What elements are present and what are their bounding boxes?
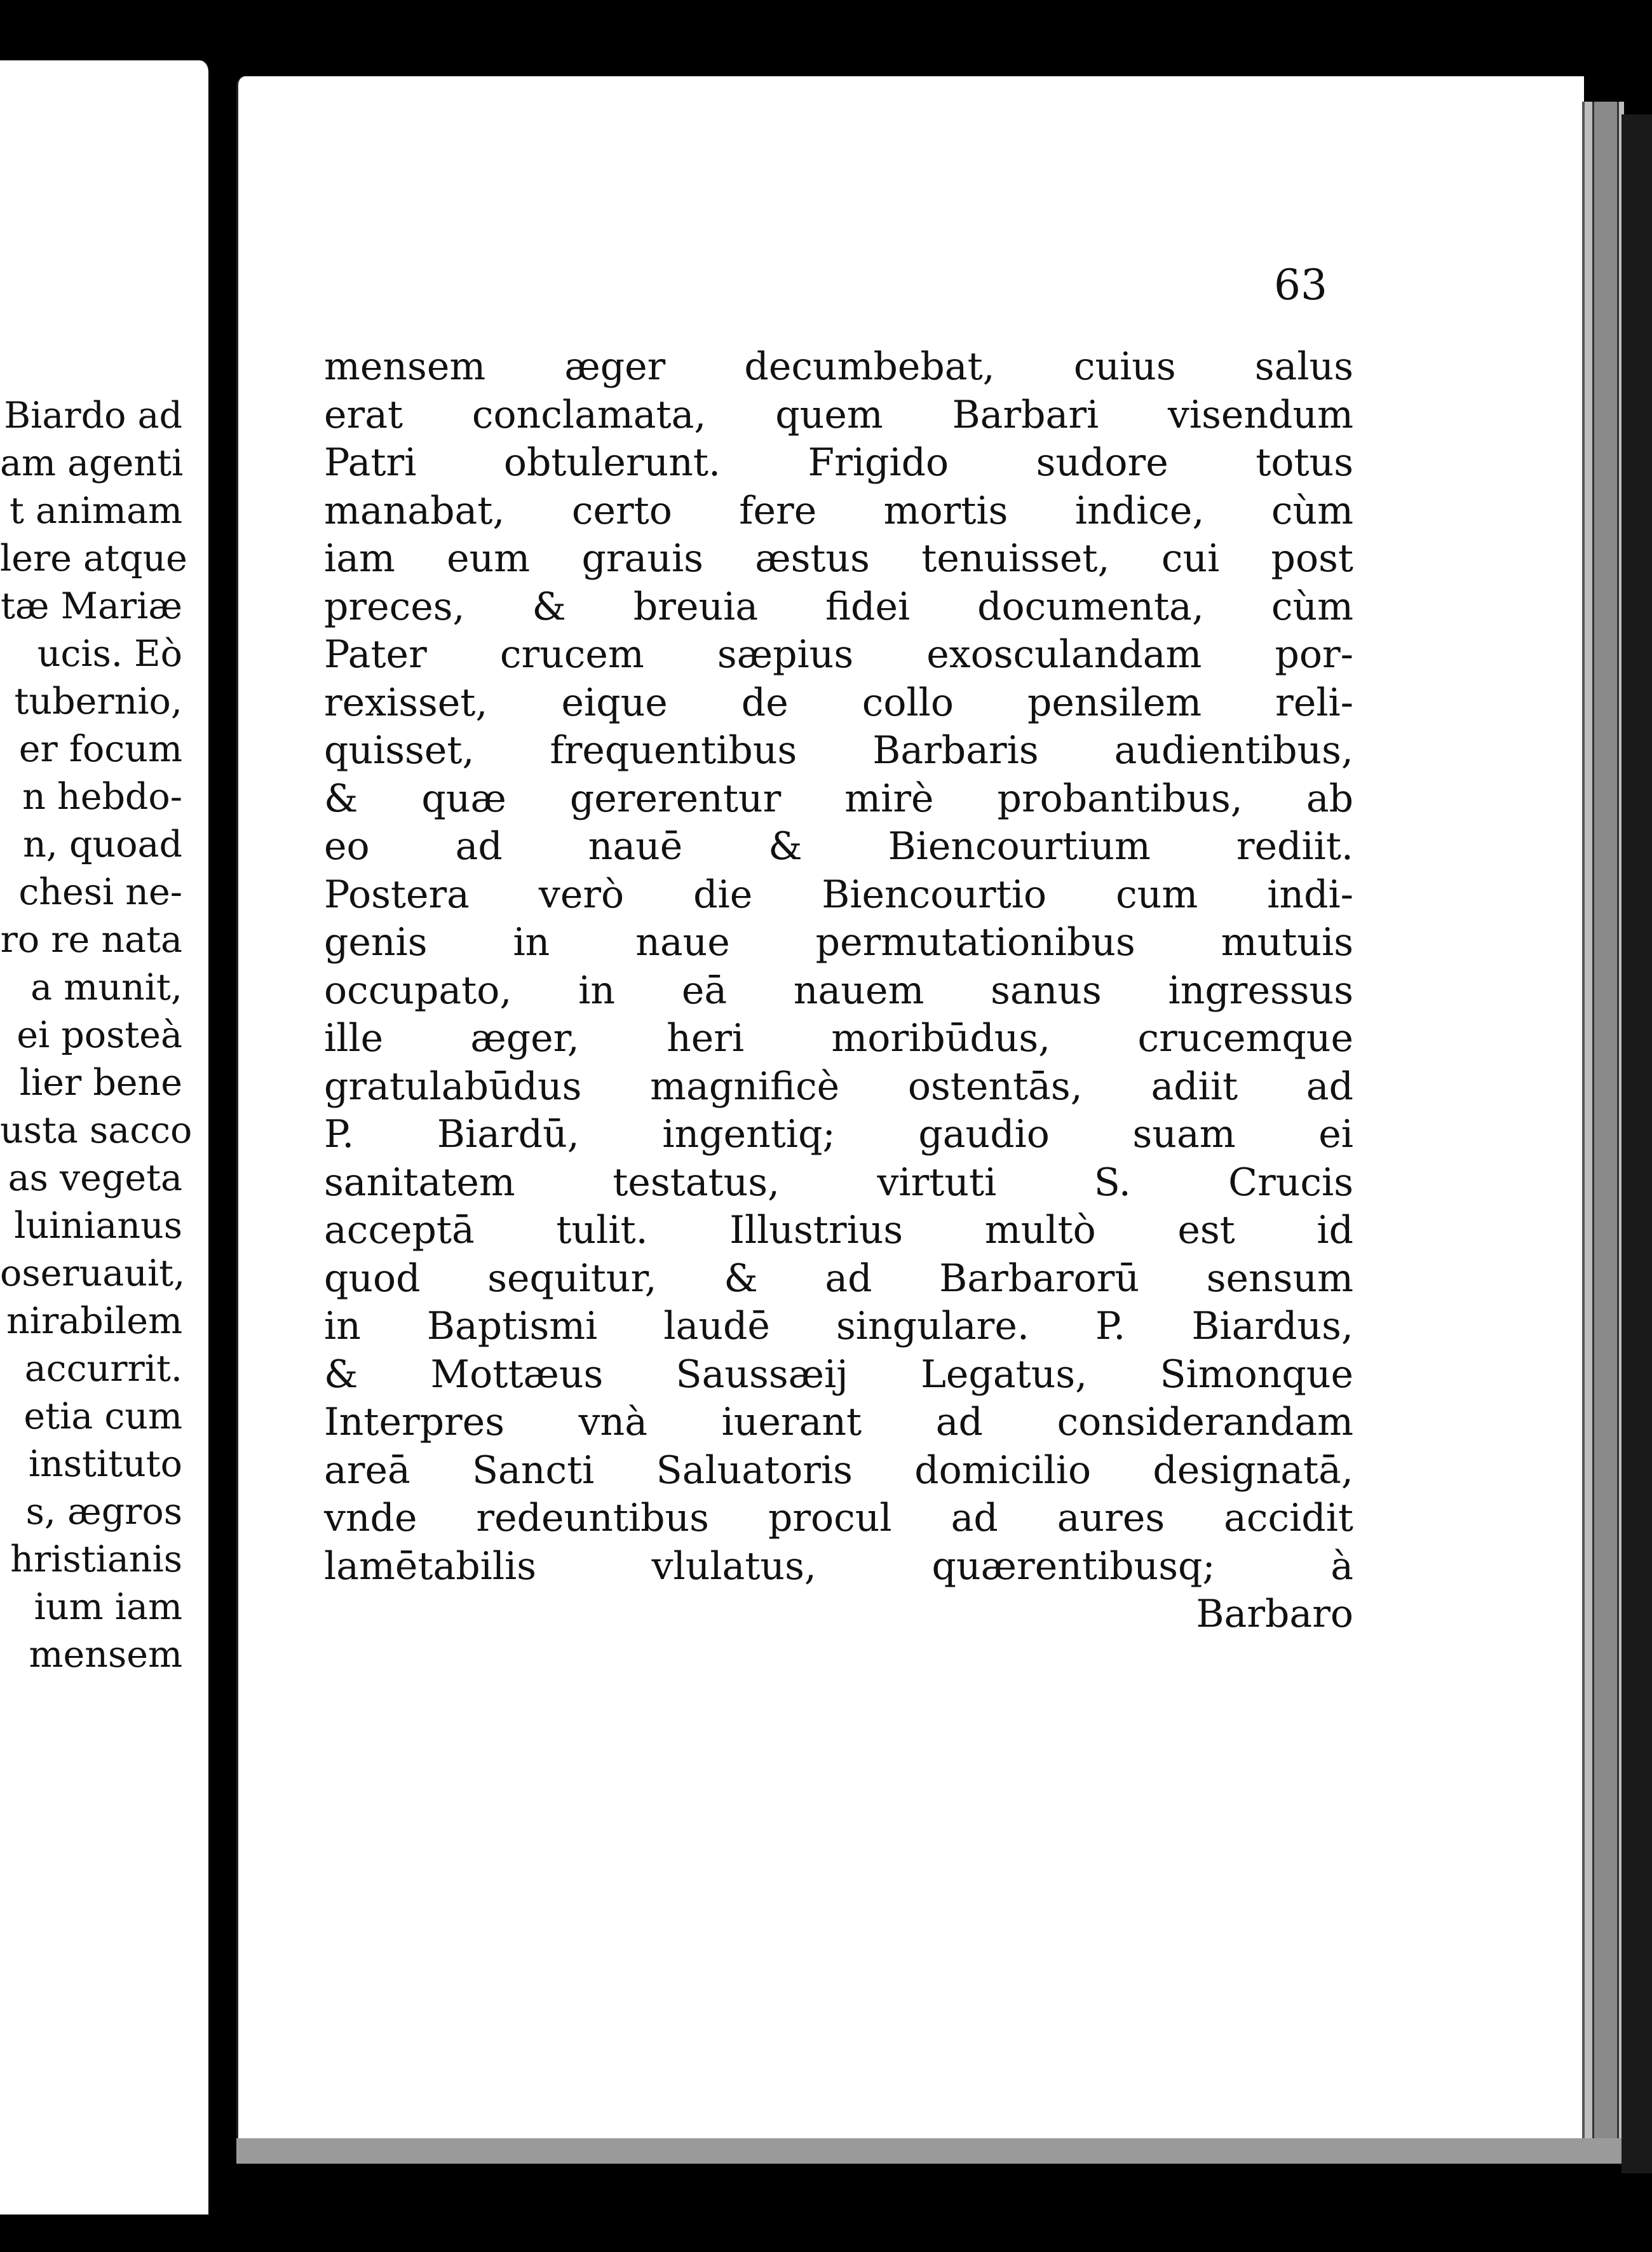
left-page-line: tubernio, [14,681,182,722]
left-page-line: t animam [9,490,182,532]
left-page-line: Biardo ad [4,395,182,437]
text-line: quod sequitur, & ad Barbarorū sensum [324,1256,1353,1301]
left-page-line: lere atque [0,538,187,580]
text-line: occupato, in eā nauem sanus ingressus [324,968,1353,1013]
left-page-line: s, ægros [25,1491,182,1533]
left-page-line: as vegeta [8,1157,182,1199]
left-page-line: lier bene [19,1062,182,1104]
text-line: eo ad nauē & Biencourtium rediit. [324,824,1353,869]
text-line: & quæ gererentur mirè probantibus, ab [324,776,1353,821]
left-page-line: accurrit. [24,1348,182,1390]
text-line: areā Sancti Saluatoris domicilio designatā, [324,1448,1353,1493]
left-page-line: n hebdo- [22,776,182,818]
page-bottom-shadow [236,2138,1622,2164]
right-page [236,76,1584,2138]
left-page-line: er focum [18,728,182,770]
text-line: P. Biardū, ingentiq; gaudio suam ei [324,1112,1353,1157]
left-page-line: usta sacco [0,1109,193,1151]
text-line: acceptā tulit. Illustrius multò est id [324,1208,1353,1252]
text-line: mensem æger decumbebat, cuius salus [324,344,1353,389]
left-page-line: luinianus [14,1205,182,1247]
left-page-line: chesi ne- [18,871,182,913]
left-page-line: ucis. Eò [37,633,182,675]
text-line: sanitatem testatus, virtuti S. Crucis [324,1160,1353,1205]
left-page-line: hristianis [10,1538,182,1580]
text-line: iam eum grauis æstus tenuisset, cui post [324,536,1353,581]
left-page-line: n, quoad [23,824,182,865]
left-page-line: ro re nata [0,919,182,961]
text-line: & Mottæus Saussæij Legatus, Simonque [324,1352,1353,1397]
text-line: gratulabūdus magnificè ostentās, adiit ad [324,1064,1353,1109]
page-edge-fold [1592,102,1619,2154]
left-page-line: ium iam [34,1586,182,1628]
left-page-line: mensem [29,1634,182,1676]
page-edge [1582,102,1624,2154]
left-page-line: ei posteà [17,1014,182,1056]
text-line: Pater crucem sæpius exosculandam por- [324,632,1353,677]
left-page-line: tæ Mariæ [0,585,182,627]
catchword: Barbaro [1196,1592,1353,1636]
text-line: in Baptismi laudē singulare. P. Biardus, [324,1304,1353,1348]
text-line: preces, & breuia fidei documenta, cùm [324,584,1353,629]
left-page-line: am agenti [0,442,184,484]
left-page-line: a munit, [30,967,182,1008]
left-page-line: nirabilem [6,1300,182,1342]
text-line: genis in naue permutationibus mutuis [324,920,1353,965]
book-cover-edge [1622,114,1652,2173]
text-line: Patri obtulerunt. Frigido sudore totus [324,440,1353,485]
text-line: lamētabilis vlulatus, quærentibusq; à [324,1543,1353,1589]
left-page [0,60,211,2215]
text-line: vnde redeuntibus procul ad aures accidit [324,1496,1353,1540]
text-line: Postera verò die Biencourtio cum indi- [324,872,1353,917]
text-line: quisset, frequentibus Barbaris audientibus, [324,728,1353,773]
text-line: Interpres vnà iuerant ad considerandam [324,1400,1353,1444]
text-line: manabat, certo fere mortis indice, cùm [324,488,1353,533]
right-page-text [324,343,1353,1639]
left-page-line: instituto [28,1443,182,1485]
left-page-line: oseruauit, [0,1252,186,1294]
left-page-text [0,392,193,1679]
page-number: 63 [1274,261,1327,309]
text-line: rexisset, eique de collo pensilem reli- [324,680,1353,725]
text-line: erat conclamata, quem Barbari visendum [324,392,1353,437]
left-page-line: etia cum [24,1395,182,1437]
text-line: ille æger, heri moribūdus, crucemque [324,1016,1353,1061]
